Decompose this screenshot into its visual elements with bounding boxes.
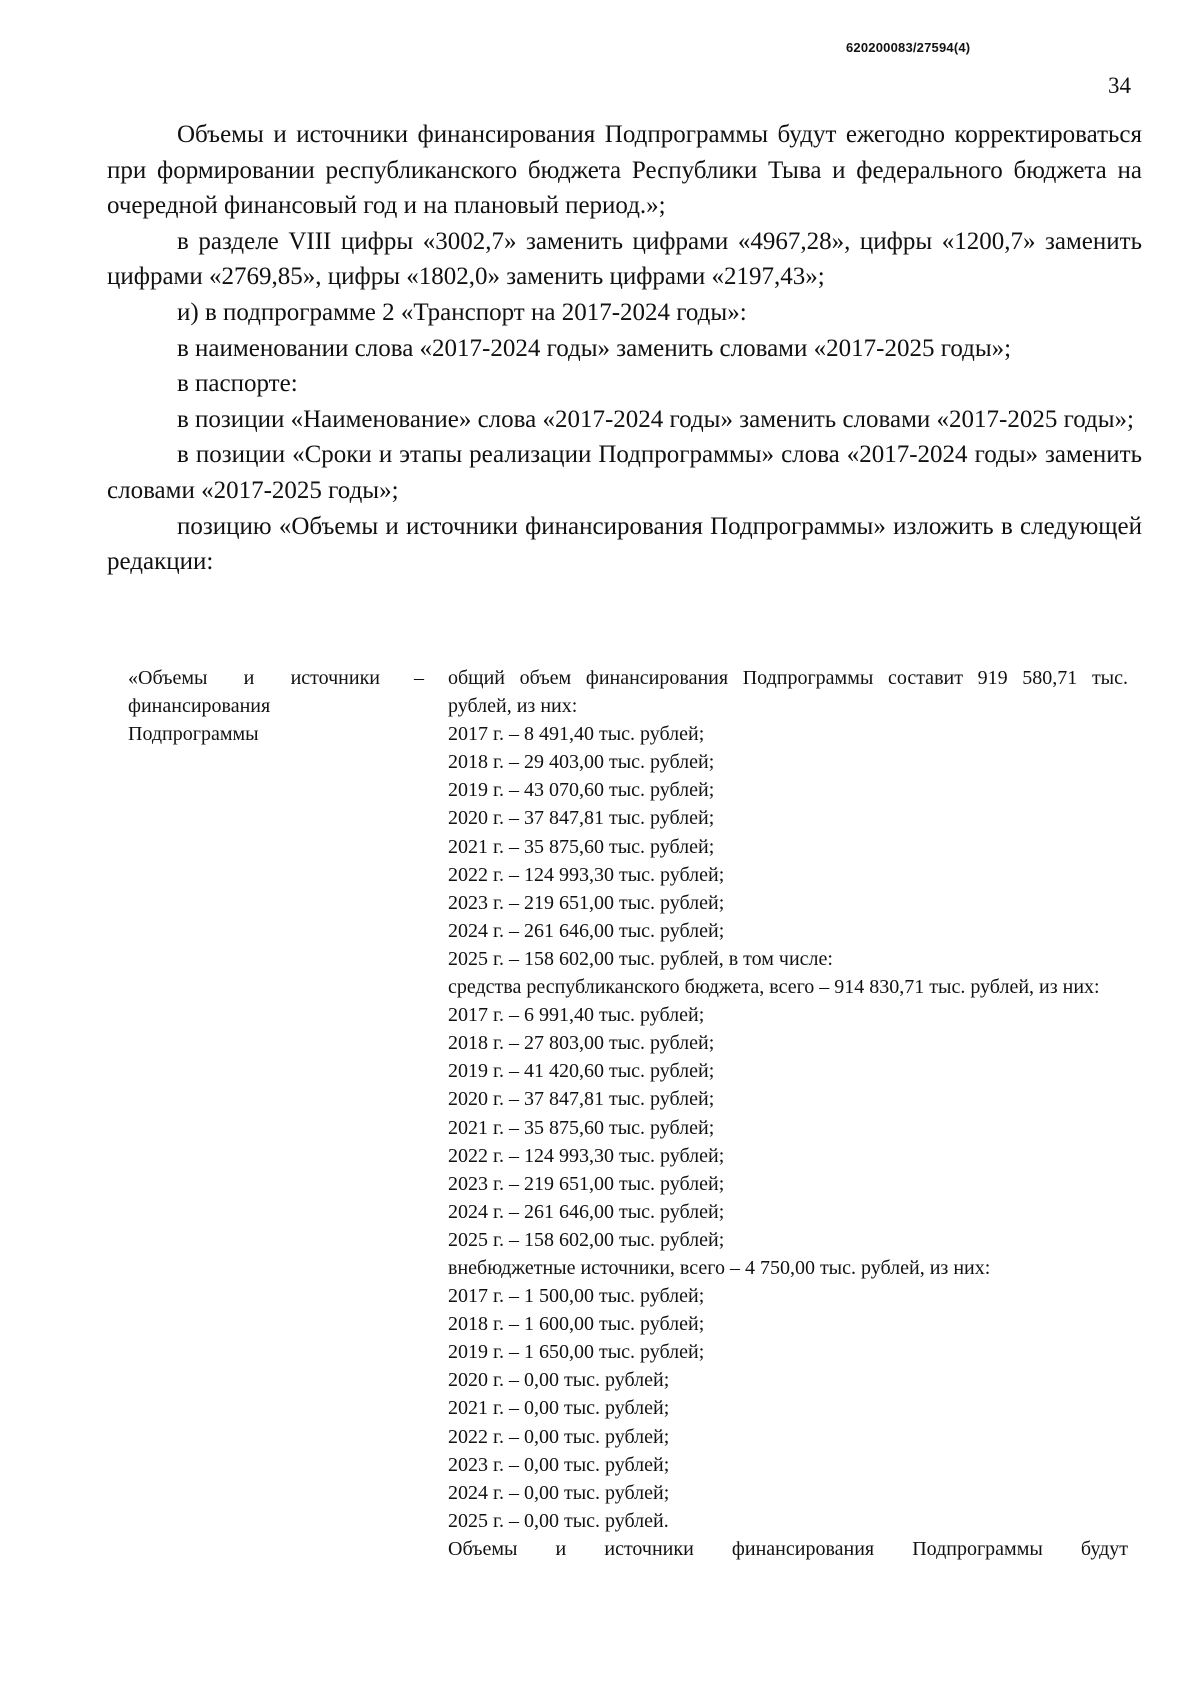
- funding-line: 2021 г. – 35 875,60 тыс. рублей;: [448, 1116, 715, 1139]
- paragraph: в разделе VIII цифры «3002,7» заменить цифрами «4967,28», цифры «1200,7» заменить цифрами «2769,85», цифры «1802,0» заменить цифрами «2197,43»;: [107, 227, 1142, 291]
- funding-line: 2024 г. – 261 646,00 тыс. рублей;: [448, 1200, 725, 1223]
- funding-line: 2021 г. – 35 875,60 тыс. рублей;: [448, 835, 715, 858]
- funding-line: 2019 г. – 1 650,00 тыс. рублей;: [448, 1341, 705, 1364]
- funding-line: 2017 г. – 8 491,40 тыс. рублей;: [448, 723, 705, 746]
- document-body: [107, 117, 1142, 580]
- funding-line: Объемы и источники финансирования Подпрограммы будут: [448, 1537, 1128, 1560]
- funding-line: 2022 г. – 0,00 тыс. рублей;: [448, 1425, 670, 1448]
- funding-line: общий объем финансирования Подпрограммы составит 919 580,71 тыс. рублей, из них:: [448, 667, 1128, 718]
- funding-line: 2020 г. – 0,00 тыс. рублей;: [448, 1369, 670, 1392]
- funding-line: 2020 г. – 37 847,81 тыс. рублей;: [448, 807, 715, 830]
- funding-line: внебюджетные источники, всего – 4 750,00 тыс. рублей, из них:: [448, 1256, 991, 1279]
- paragraph: и) в подпрограмме 2 «Транспорт на 2017-2024 годы»:: [177, 298, 747, 326]
- funding-line: 2019 г. – 41 420,60 тыс. рублей;: [448, 1060, 715, 1083]
- funding-line: 2022 г. – 124 993,30 тыс. рублей;: [448, 863, 725, 886]
- funding-line: 2021 г. – 0,00 тыс. рублей;: [448, 1397, 670, 1420]
- funding-line: 2022 г. – 124 993,30 тыс. рублей;: [448, 1144, 725, 1167]
- passport-position-label: «Объемы и источники финансирования Подпрограммы: [128, 667, 380, 746]
- passport-position-content: [448, 664, 1128, 1563]
- paragraph: в позиции «Наименование» слова «2017-2024 годы» заменить словами «2017-2025 годы»;: [177, 405, 1134, 433]
- funding-line: 2024 г. – 261 646,00 тыс. рублей;: [448, 919, 725, 942]
- funding-line: 2017 г. – 1 500,00 тыс. рублей;: [448, 1285, 705, 1308]
- paragraph: Объемы и источники финансирования Подпрограммы будут ежегодно корректироваться при формировании республиканского бюджета Республики Тыва и федерального бюджета на очередной финансовый год и на плановый период.»;: [107, 121, 1142, 220]
- funding-line: 2019 г. – 43 070,60 тыс. рублей;: [448, 779, 715, 802]
- page-number: 34: [1108, 73, 1131, 98]
- passport-dash: –: [414, 667, 424, 689]
- funding-line: 2024 г. – 0,00 тыс. рублей;: [448, 1481, 670, 1504]
- funding-line: 2023 г. – 219 651,00 тыс. рублей;: [448, 891, 725, 914]
- funding-line: 2023 г. – 219 651,00 тыс. рублей;: [448, 1172, 725, 1195]
- funding-line: 2020 г. – 37 847,81 тыс. рублей;: [448, 1088, 715, 1111]
- funding-line: 2023 г. – 0,00 тыс. рублей;: [448, 1453, 670, 1476]
- funding-line: 2018 г. – 1 600,00 тыс. рублей;: [448, 1313, 705, 1336]
- funding-line: 2025 г. – 0,00 тыс. рублей.: [448, 1509, 669, 1532]
- funding-line: 2025 г. – 158 602,00 тыс. рублей;: [448, 1228, 725, 1251]
- funding-line: 2018 г. – 29 403,00 тыс. рублей;: [448, 751, 715, 774]
- funding-line: 2018 г. – 27 803,00 тыс. рублей;: [448, 1032, 715, 1055]
- funding-line: средства республиканского бюджета, всего – 914 830,71 тыс. рублей, из них:: [448, 976, 1100, 999]
- paragraph: в наименовании слова «2017-2024 годы» заменить словами «2017-2025 годы»;: [177, 334, 1012, 362]
- funding-line: 2025 г. – 158 602,00 тыс. рублей, в том числе:: [448, 947, 833, 970]
- paragraph: позицию «Объемы и источники финансирования Подпрограммы» изложить в следующей редакции:: [107, 512, 1142, 576]
- funding-line: 2017 г. – 6 991,40 тыс. рублей;: [448, 1004, 705, 1027]
- paragraph: в паспорте:: [177, 370, 298, 398]
- document-id: 620200083/27594(4): [846, 40, 971, 55]
- paragraph: в позиции «Сроки и этапы реализации Подпрограммы» слова «2017-2024 годы» заменить словами «2017-2025 годы»;: [107, 441, 1142, 504]
